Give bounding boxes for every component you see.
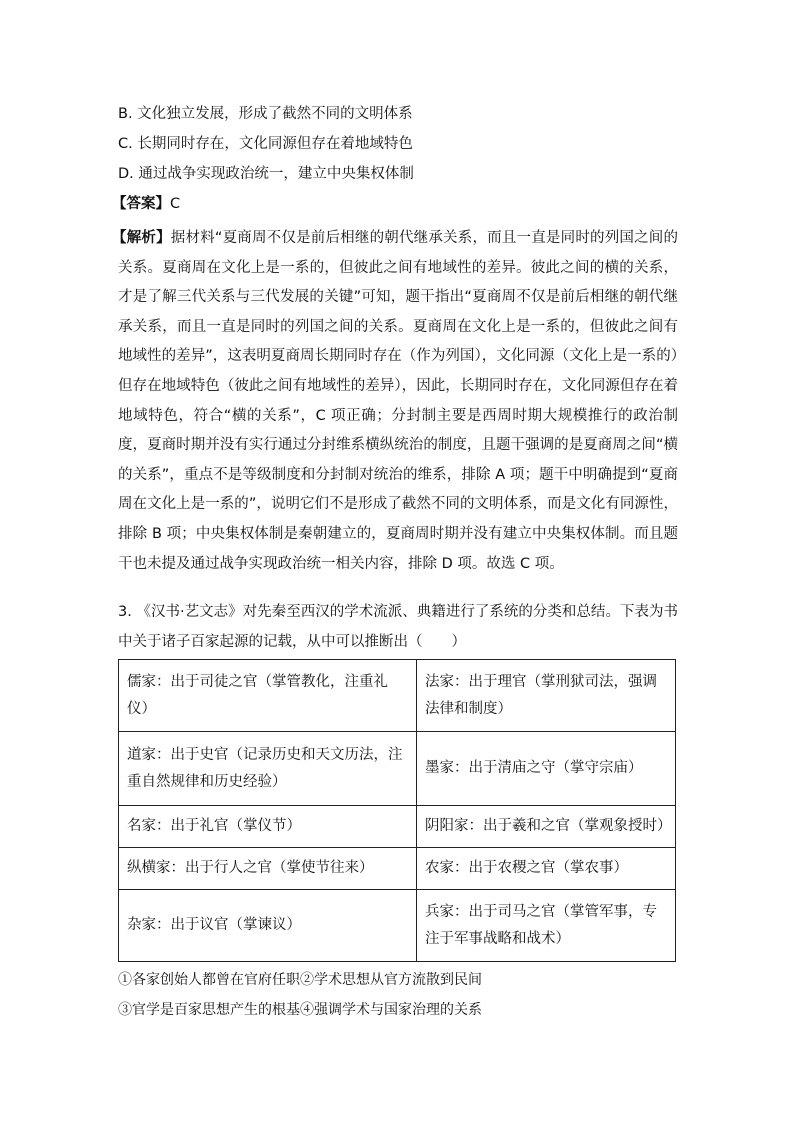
table-row	[119, 848, 676, 890]
table-cell: 纵横家：出于行人之官（掌使节往来）	[119, 848, 417, 890]
table-cell: 杂家：出于议官（掌谏议）	[119, 890, 417, 962]
table-cell: 儒家：出于司徒之官（掌管教化，注重礼仪）	[119, 660, 417, 732]
table-cell: 法家：出于理官（掌刑狱司法，强调法律和制度）	[417, 660, 676, 732]
table-cell: 道家：出于史官（记录历史和天文历法，注重自然规律和历史经验）	[119, 732, 417, 806]
schools-origin-table	[118, 659, 676, 962]
table-row	[119, 806, 676, 848]
answer-label: 【答案】	[112, 196, 170, 212]
table-cell: 名家：出于礼官（掌仪节）	[119, 806, 417, 848]
statements-line-1: ①各家创始人都曾在官府任职②学术思想从官方流散到民间	[118, 972, 482, 988]
option-c: C. 长期同时存在，文化同源但存在着地域特色	[118, 136, 413, 152]
table-row	[119, 732, 676, 806]
table-row	[119, 660, 676, 732]
table-cell: 墨家：出于清庙之守（掌守宗庙）	[417, 732, 676, 806]
answer-value: C	[170, 196, 181, 212]
analysis-text: 据材料“夏商周不仅是前后相继的朝代继承关系，而且一直是同时的列国之间的关系。夏商周在文化上是一系的，但彼此之间有地域性的差异。彼此之间的横的关系，才是了解三代关系与三代发展的关键”可知，题干指出“夏商周不仅是前后相继的朝代继承关系，而且一直是同时的列国之间的关系。夏商周在文化上是一系的，但彼此之间有地域性的差异”，这表明夏商周长期同时存在（作为列国），文化同源（文化上是一系的）但存在地域特色（彼此之间有地域性的差异），因此，长期同时存在，文化同源但存在着地域特色，符合“横的关系”，C 项正确；分封制主要是西周时期大规模推行的政治制度，夏商时期并没有实行通过分封维系横纵统治的制度，且题干强调的是夏商周之间“横的关系”，重点不是等级制度和分封制对统治的维系，排除 A 项；题干中明确提到“夏商周在文化上是一系的”，说明它们不是形成了截然不同的文明体系，而是文化有同源性，排除 B 项；中央集权体制是秦朝建立的，夏商周时期并没有建立中央集权体制。而且题干也未提及通过战争实现政治统一相关内容，排除 D 项。故选 C 项。	[118, 230, 679, 572]
option-b: B. 文化独立发展，形成了截然不同的文明体系	[118, 106, 413, 122]
table-cell: 兵家：出于司马之官（掌管军事，专注于军事战略和战术）	[417, 890, 676, 962]
question-3-stem: 3. 《汉书·艺文志》对先秦至西汉的学术流派、典籍进行了系统的分类和总结。下表为书中关于诸子百家起源的记载，从中可以推断出（ ）	[118, 604, 678, 650]
table-row	[119, 890, 676, 962]
statements-line-2: ③官学是百家思想产生的根基④强调学术与国家治理的关系	[118, 1002, 482, 1018]
option-d: D. 通过战争实现政治统一，建立中央集权体制	[118, 166, 414, 182]
table-cell: 阴阳家：出于羲和之官（掌观象授时）	[417, 806, 676, 848]
analysis-paragraph	[112, 224, 679, 579]
answer-line	[112, 194, 180, 214]
table-cell: 农家：出于农稷之官（掌农事）	[417, 848, 676, 890]
analysis-label: 【解析】	[112, 230, 171, 246]
